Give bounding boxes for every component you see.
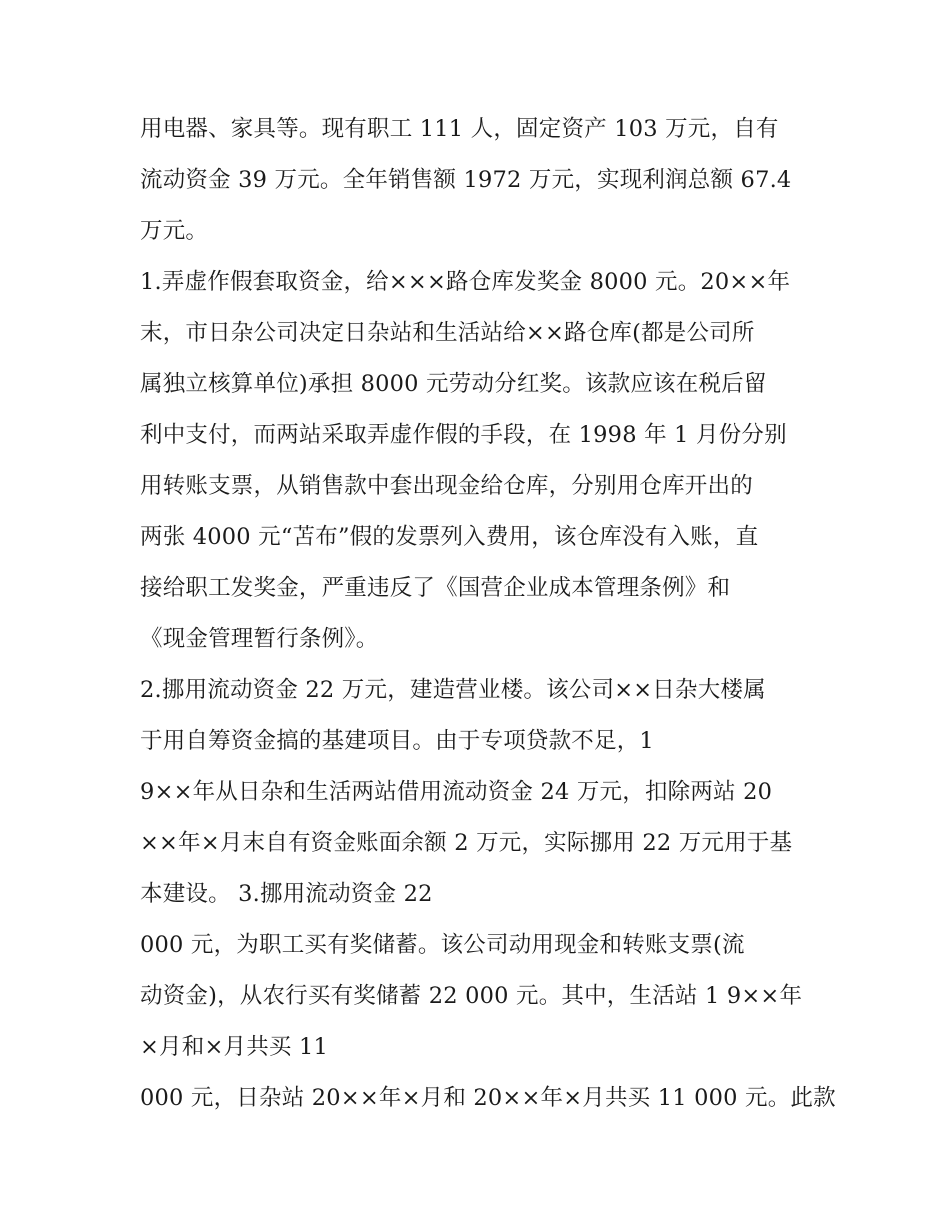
text-line: ××年×月末自有资金账面余额 2 万元，实际挪用 22 万元用于基 [140,830,793,856]
text-line: 2.挪用流动资金 22 万元，建造营业楼。该公司××日杂大楼属 [140,677,766,703]
text-line: 用转账支票，从销售款中套出现金给仓库，分别用仓库开出的 [140,473,753,499]
text-line: 动资金)，从农行买有奖储蓄 22 000 元。其中，生活站 1 9××年 [140,983,803,1009]
text-line: 利中支付，而两站采取弄虚作假的手段，在 1998 年 1 月份分别 [140,422,787,448]
text-line: 两张 4000 元“苫布”假的发票列入费用，该仓库没有入账，直 [140,524,759,550]
text-line: 万元。 [140,218,209,244]
document-body [140,104,836,1124]
text-line: 1.弄虚作假套取资金，给×××路仓库发奖金 8000 元。20××年 [140,269,791,295]
text-line: 流动资金 39 万元。全年销售额 1972 万元，实现利润总额 67.4 [140,167,792,193]
text-line: 接给职工发奖金，严重违反了《国营企业成本管理条例》和 [140,575,731,601]
text-line: ×月和×月共买 11 [140,1034,328,1060]
text-line: 于用自筹资金搞的基建项目。由于专项贷款不足，1 [140,728,654,754]
text-line: 《现金管理暂行条例》。 [140,626,379,652]
text-line: 用电器、家具等。现有职工 111 人，固定资产 103 万元，自有 [140,116,779,142]
text-line: 000 元，日杂站 20××年×月和 20××年×月共买 11 000 元。此款 [140,1085,836,1111]
text-line: 9××年从日杂和生活两站借用流动资金 24 万元，扣除两站 20 [140,779,773,805]
text-line: 属独立核算单位)承担 8000 元劳动分红奖。该款应该在税后留 [140,371,767,397]
text-line: 000 元，为职工买有奖储蓄。该公司动用现金和转账支票(流 [140,932,745,958]
text-line: 本建设。 3.挪用流动资金 22 [140,881,433,907]
text-line: 末，市日杂公司决定日杂站和生活站给××路仓库(都是公司所 [140,320,755,346]
